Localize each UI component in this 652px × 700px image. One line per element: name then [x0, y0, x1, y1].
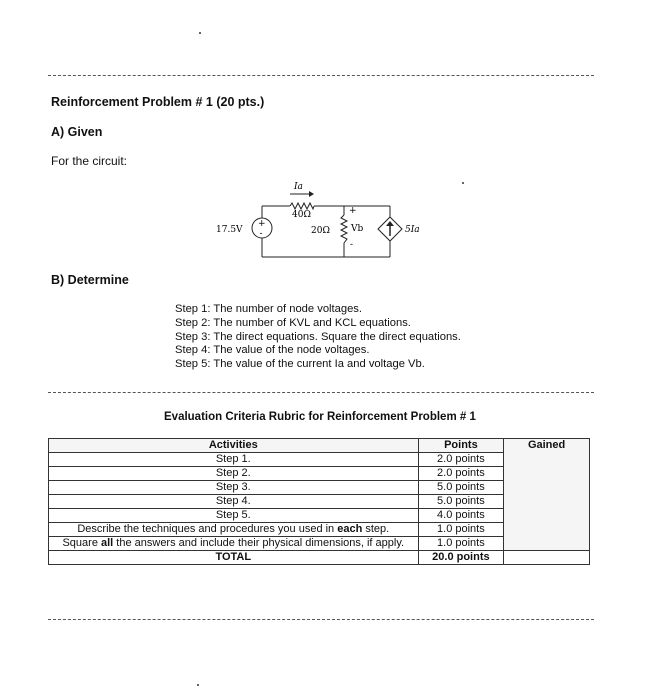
table-row-total — [49, 551, 590, 565]
activity-cell: Step 2. — [49, 467, 419, 481]
points-cell: 1.0 points — [418, 537, 504, 551]
total-points: 20.0 points — [418, 551, 504, 565]
determine-label: B) Determine — [51, 273, 129, 287]
voltage-source-label: 17.5V — [216, 225, 243, 235]
vb-minus: - — [350, 240, 354, 250]
total-label: TOTAL — [49, 551, 419, 565]
speck-top — [199, 32, 201, 34]
dependent-source-label: 5Ia — [405, 225, 420, 235]
square-activity: Square all the answers and include their physical dimensions, if apply. — [49, 537, 419, 551]
circuit-intro: For the circuit: — [51, 154, 128, 168]
points-cell: 2.0 points — [418, 453, 504, 467]
header-gained: Gained — [504, 439, 590, 551]
points-cell: 2.0 points — [418, 467, 504, 481]
points-cell: 5.0 points — [418, 481, 504, 495]
describe-activity: Describe the techniques and procedures you used in each step. — [49, 523, 419, 537]
vb-label: Vb — [351, 224, 364, 234]
divider-top — [48, 75, 594, 76]
points-cell: 4.0 points — [418, 509, 504, 523]
problem-title: Reinforcement Problem # 1 (20 pts.) — [51, 95, 265, 109]
points-cell: 1.0 points — [418, 523, 504, 537]
step-item: Step 3: The direct equations. Square the direct equations. — [175, 330, 461, 343]
points-cell: 5.0 points — [418, 495, 504, 509]
resistor2-label: 20Ω — [311, 226, 330, 236]
divider-bottom — [48, 619, 594, 620]
step-item: Step 4: The value of the node voltages. — [175, 344, 370, 357]
circuit-diagram — [212, 175, 442, 265]
speck-mid — [462, 182, 464, 184]
resistor1-label: 40Ω — [292, 210, 311, 220]
current-label: Ia — [294, 182, 303, 192]
voltage-source-plus: + — [258, 219, 266, 229]
vb-plus: + — [349, 206, 357, 216]
activity-cell: Step 3. — [49, 481, 419, 495]
rubric-title: Evaluation Criteria Rubric for Reinforcement Problem # 1 — [164, 411, 476, 423]
step-item: Step 5: The value of the current Ia and voltage Vb. — [175, 358, 425, 371]
header-points: Points — [418, 439, 504, 453]
steps-list — [175, 303, 461, 372]
step-item: Step 2: The number of KVL and KCL equations. — [175, 316, 411, 329]
activity-cell: Step 5. — [49, 509, 419, 523]
header-activities: Activities — [49, 439, 419, 453]
rubric-table — [48, 438, 590, 565]
activity-cell: Step 4. — [49, 495, 419, 509]
given-label: A) Given — [51, 125, 103, 139]
activity-cell: Step 1. — [49, 453, 419, 467]
table-header-row — [49, 439, 590, 453]
svg-text:-: - — [259, 229, 263, 239]
total-gained — [504, 551, 590, 565]
speck-bottom — [197, 684, 199, 686]
step-item: Step 1: The number of node voltages. — [175, 303, 362, 315]
divider-middle — [48, 392, 594, 393]
